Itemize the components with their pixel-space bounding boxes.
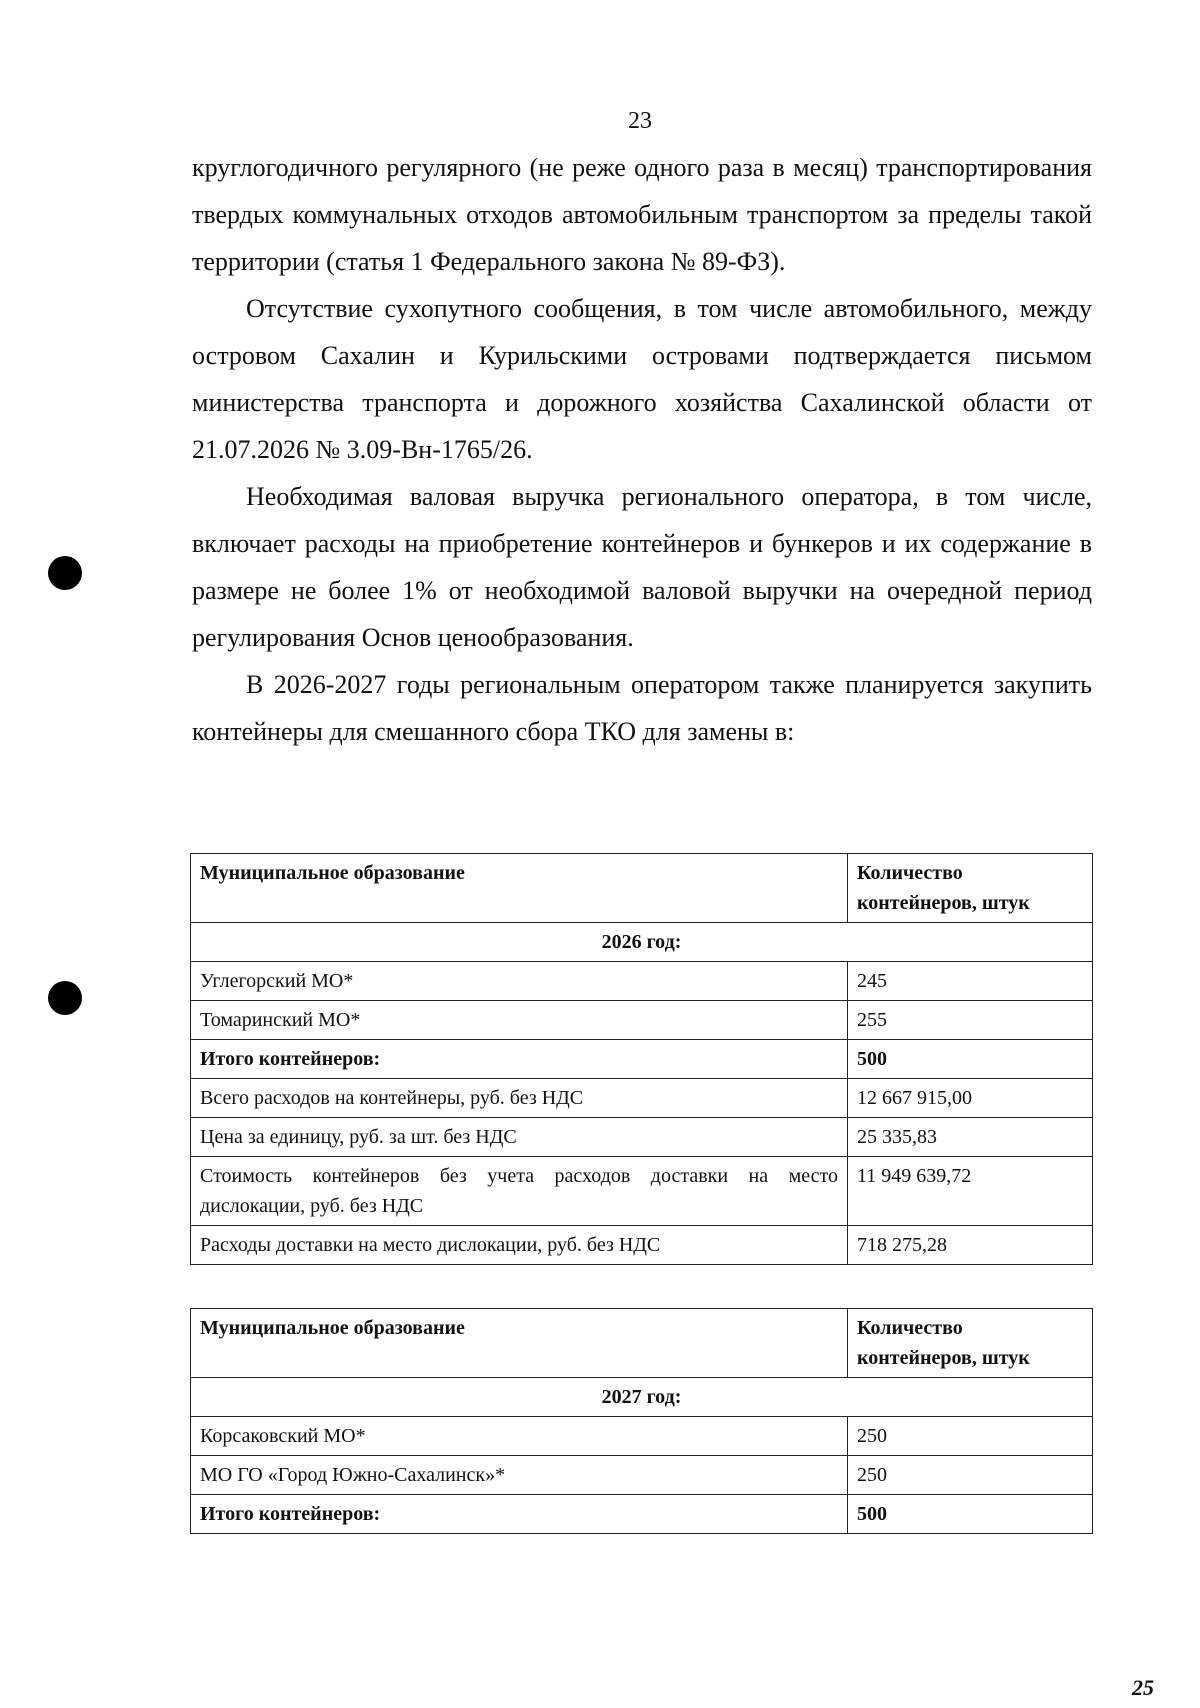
container-count: 245 [848,962,1093,1001]
municipality-name: Углегорский МО* [191,962,848,1001]
municipality-name: Томаринский МО* [191,1001,848,1040]
punch-hole-bottom [48,981,82,1015]
page-number: 23 [628,108,652,134]
header-municipality: Муниципальное образование [191,1309,848,1378]
year-label: 2026 год: [191,923,1093,962]
total-row [191,1040,1093,1079]
table-row [191,1417,1093,1456]
paragraph-gross-revenue: Необходимая валовая выручка регионального оператора, в том числе, включает расходы на приобретение контейнеров и бункеров и их содержание в размере не более 1% от необходимой валовой выручки на очередной период регулирования Основ ценообразования. [192,482,1092,652]
total-value: 500 [848,1495,1093,1534]
year-label: 2027 год: [191,1378,1093,1417]
cost-label: Всего расходов на контейнеры, руб. без НДС [191,1079,848,1118]
cost-row [191,1226,1093,1265]
table-row [191,1456,1093,1495]
year-row [191,923,1093,962]
header-quantity: Количество контейнеров, штук [848,854,1093,923]
table-header-row [191,1309,1093,1378]
container-count: 255 [848,1001,1093,1040]
container-count: 250 [848,1456,1093,1495]
cost-row [191,1079,1093,1118]
total-label: Итого контейнеров: [191,1040,848,1079]
total-label: Итого контейнеров: [191,1495,848,1534]
table-header-row [191,854,1093,923]
paragraph-container-purchase: В 2026-2027 годы региональным оператором также планируется закупить контейнеры для смешанного сбора ТКО для замены в: [192,670,1092,746]
cost-value: 25 335,83 [848,1118,1093,1157]
total-row [191,1495,1093,1534]
header-quantity: Количество контейнеров, штук [848,1309,1093,1378]
cost-value: 718 275,28 [848,1226,1093,1265]
cost-value: 12 667 915,00 [848,1079,1093,1118]
punch-hole-top [48,556,82,590]
paragraph-continuation: круглогодичного регулярного (не реже одного раза в месяц) транспортирования твердых коммунальных отходов автомобильным транспортом за пределы такой территории (статья 1 Федерального закона № 89-ФЗ). [192,153,1092,276]
paragraph-land-connection: Отсутствие сухопутного сообщения, в том числе автомобильного, между островом Сахалин и Курильскими островами подтверждается письмом министерства транспорта и дорожного хозяйства Сахалинской области от 21.07.2026 № 3.09-Вн-1765/26. [192,294,1092,464]
municipality-name: МО ГО «Город Южно-Сахалинск»* [191,1456,848,1495]
containers-table-2026 [190,853,1093,1265]
year-row [191,1378,1093,1417]
table-row [191,1001,1093,1040]
signature-mark: 25 [1132,1675,1154,1700]
body-text [192,144,1092,755]
total-value: 500 [848,1040,1093,1079]
containers-table-2027 [190,1308,1093,1534]
cost-row [191,1157,1093,1226]
cost-label: Цена за единицу, руб. за шт. без НДС [191,1118,848,1157]
header-municipality: Муниципальное образование [191,854,848,923]
cost-label: Расходы доставки на место дислокации, руб. без НДС [191,1226,848,1265]
cost-row [191,1118,1093,1157]
cost-value: 11 949 639,72 [848,1157,1093,1226]
cost-label: Стоимость контейнеров без учета расходов доставки на место дислокации, руб. без НДС [191,1157,848,1226]
table-row [191,962,1093,1001]
municipality-name: Корсаковский МО* [191,1417,848,1456]
container-count: 250 [848,1417,1093,1456]
